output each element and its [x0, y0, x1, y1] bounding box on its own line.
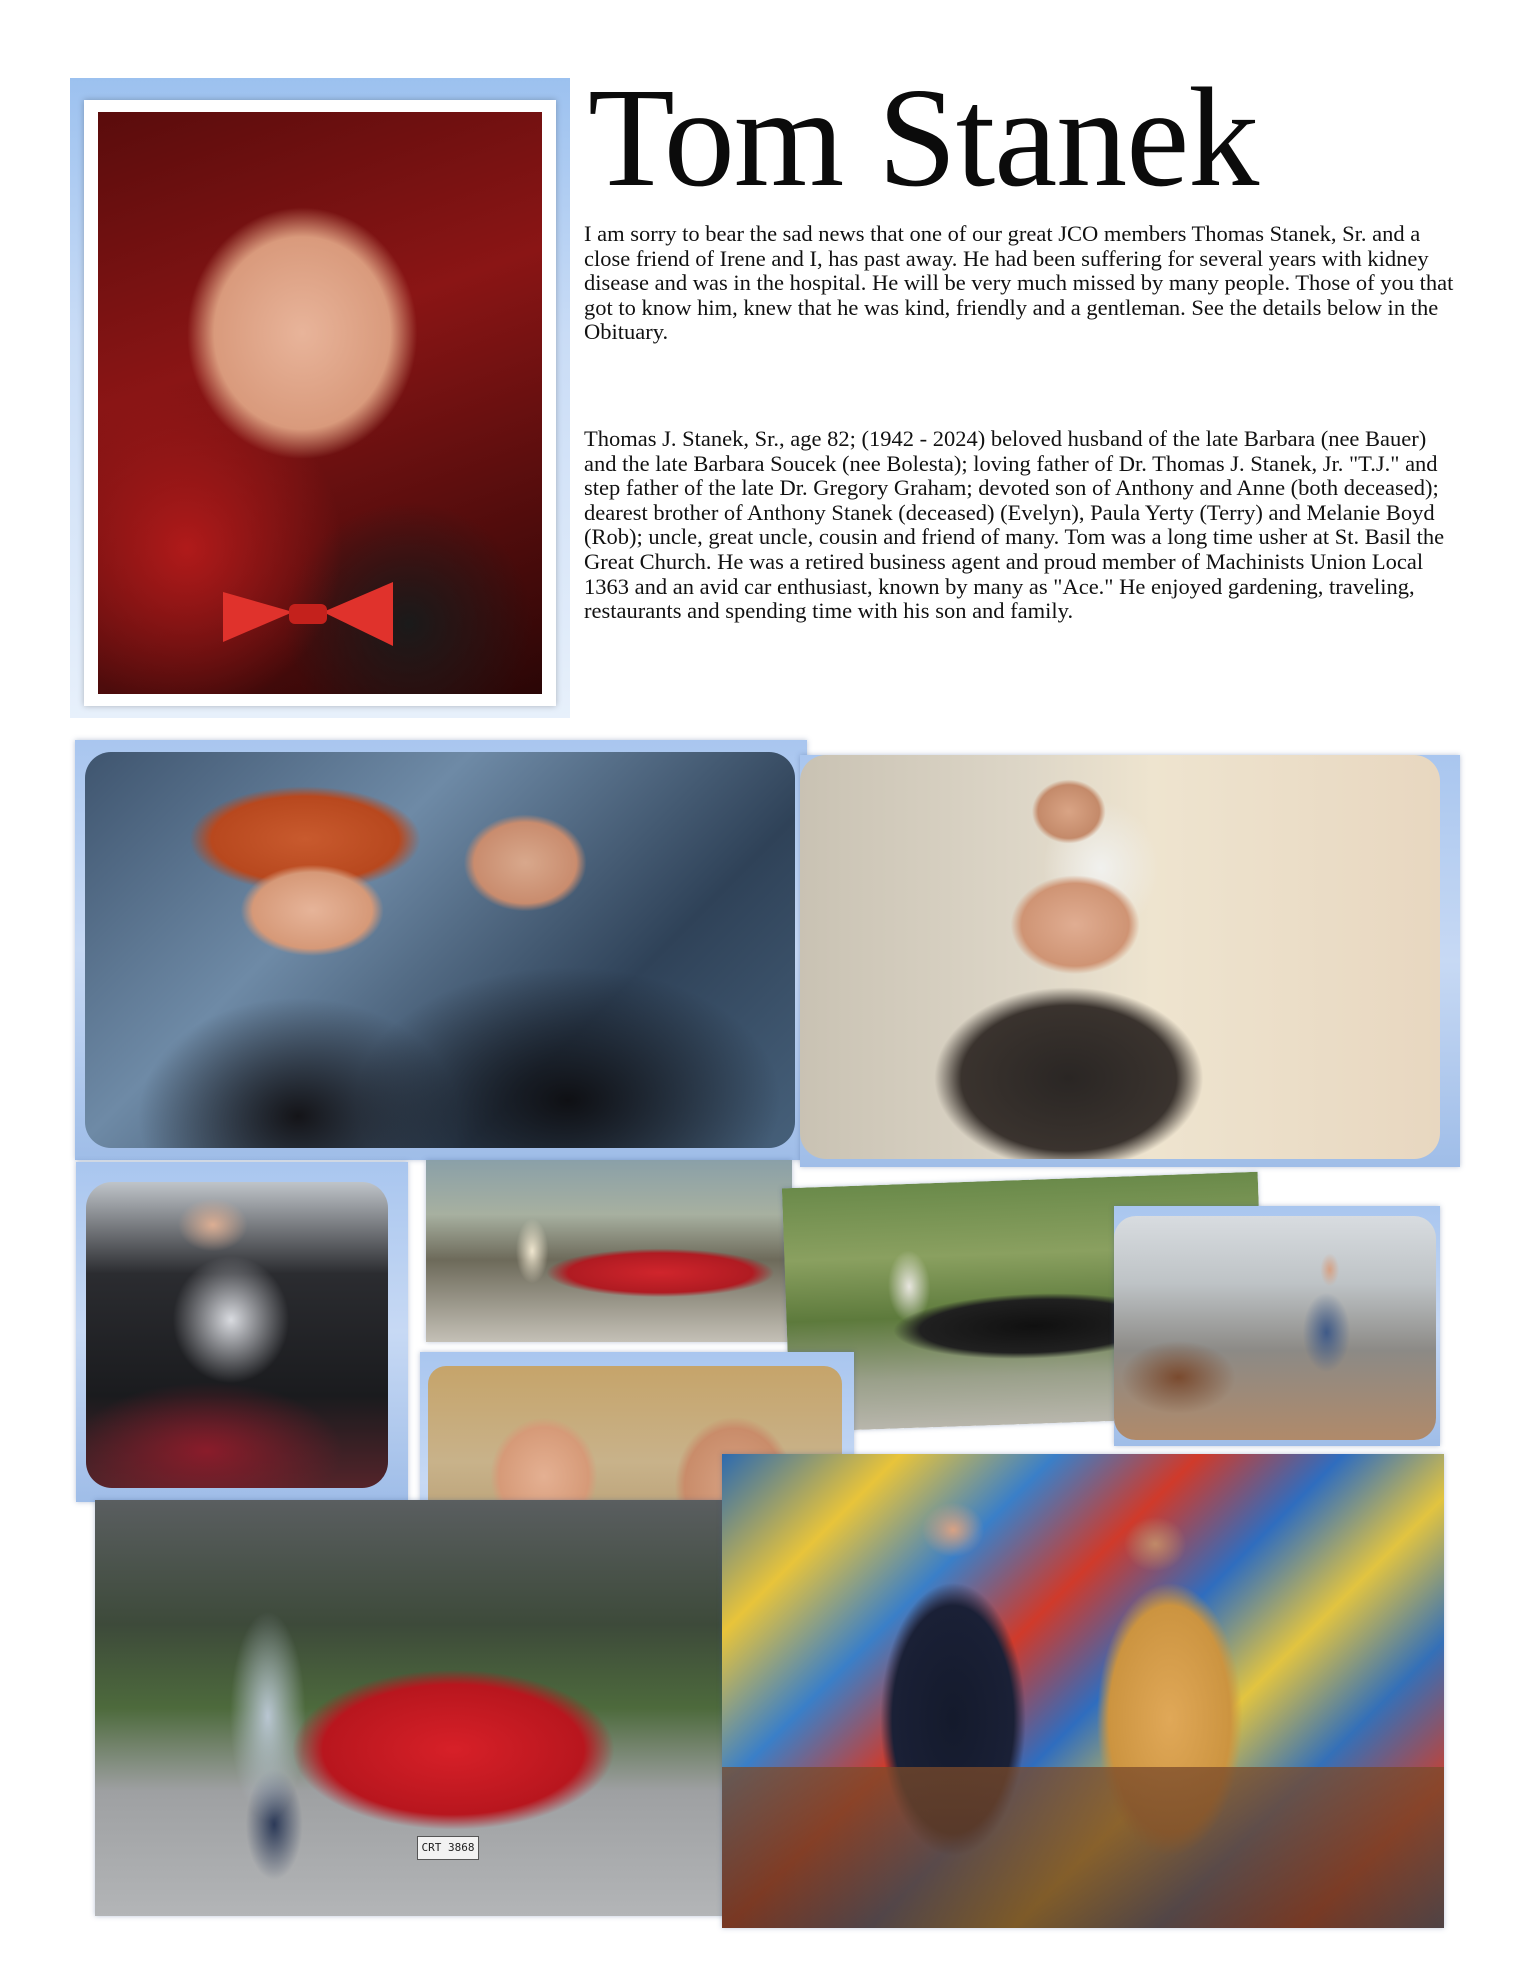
photo-father-son — [800, 755, 1460, 1167]
photo-convertible-image — [86, 1182, 388, 1488]
obituary-paragraph: Thomas J. Stanek, Sr., age 82; (1942 - 2024) beloved husband of the late Barbara (nee Bauer) and the late Barbara Soucek (nee Bolesta); loving father of Dr. Thomas J. Stanek, Jr. "T.J." and step father of the late Dr. Gregory Graham; devoted son of Anthony and Anne (both deceased); dearest brother of Anthony Stanek (deceased) (Evelyn), Paula Yerty (Terry) and Melanie Boyd (Rob); uncle, great uncle, cousin and friend of many. Tom was a long time usher at St. Basil the Great Church. He was a retired business agent and proud member of Machinists Union Local 1363 and an avid car enthusiast, known by many as "Ace." He enjoyed gardening, traveling, restaurants and spending time with his son and family. — [584, 426, 1445, 624]
portrait-photo — [98, 112, 542, 694]
photo-red-porsche-image — [95, 1500, 735, 1916]
photo-couple-image — [85, 752, 795, 1148]
photo-father-son-image — [800, 755, 1440, 1159]
license-plate — [417, 1836, 479, 1860]
photo-red-porsche — [95, 1500, 735, 1916]
bowtie-graphic — [223, 582, 393, 652]
intro-paragraph: I am sorry to bear the sad news that one of our great JCO members Thomas Stanek, Sr. and a close friend of Irene and I, has past away. He had been suffering for several years with kidney disease and was in the hospital. He will be very much missed by many people. Those of you that got to know him, knew that he was kind, friendly and a gentleman. See the details below in the Obituary. — [584, 221, 1454, 345]
license-plate-text: CRT 3868 — [421, 1841, 475, 1854]
photo-blue-shirt — [1114, 1206, 1440, 1446]
photo-red-thunderbird-image — [426, 1160, 792, 1342]
portrait-mat — [84, 100, 556, 706]
page-title: Tom Stanek — [588, 58, 1259, 216]
church-floor — [722, 1767, 1444, 1928]
photo-convertible — [76, 1162, 408, 1502]
photo-blue-shirt-image — [1114, 1216, 1436, 1440]
photo-church — [722, 1454, 1444, 1928]
photo-red-thunderbird — [426, 1160, 792, 1342]
portrait-photo-frame — [70, 78, 570, 718]
photo-couple — [75, 740, 807, 1160]
photo-church-image — [722, 1454, 1444, 1928]
